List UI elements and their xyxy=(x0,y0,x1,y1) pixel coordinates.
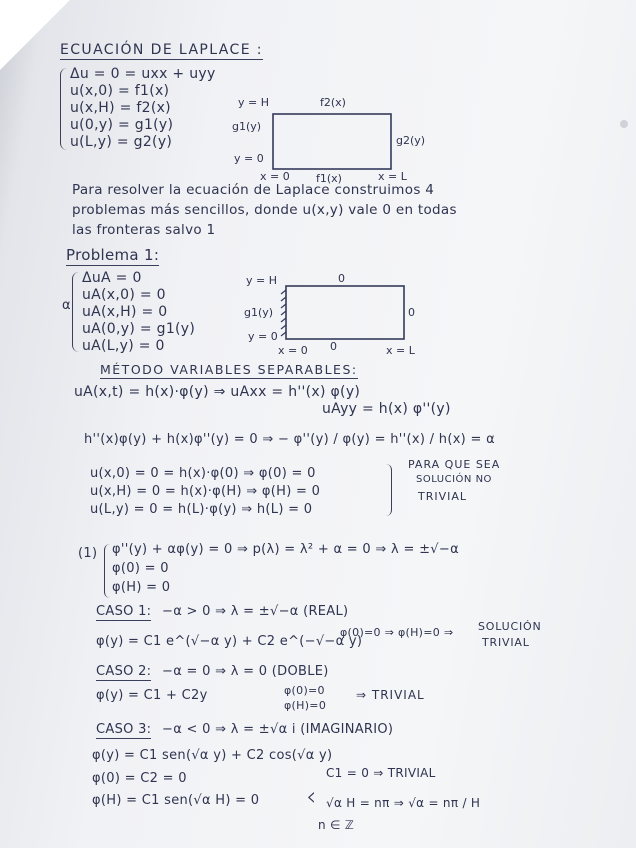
diagram2-bottom-left: y = 0 xyxy=(248,330,278,343)
case2-result: ⇒ TRIVIAL xyxy=(356,688,425,702)
problem-system-line: uA(0,y) = g1(y) xyxy=(82,321,196,337)
problem-system-line: uA(L,y) = 0 xyxy=(82,338,165,354)
case1-equation: φ(y) = C1 e^(√−α y) + C2 e^(−√−α y) xyxy=(96,634,363,649)
diagram1-top: f2(x) xyxy=(320,96,346,109)
case2-title: CASO 2: xyxy=(96,664,152,679)
problem-system-brace xyxy=(72,272,79,352)
system-line: u(L,y) = g2(y) xyxy=(70,134,173,150)
eq1-line: φ(0) = 0 xyxy=(112,561,169,576)
method-title: MÉTODO VARIABLES SEPARABLES: xyxy=(100,362,358,377)
case1-bc: φ(0)=0 ⇒ φ(H)=0 ⇒ xyxy=(340,626,454,639)
method-line: uA(x,t) = h(x)·φ(y) ⇒ uAxx = h''(x) φ(y) xyxy=(74,384,361,400)
system-line: u(x,0) = f1(x) xyxy=(70,83,170,99)
case3-branch: C1 = 0 ⇒ TRIVIAL xyxy=(326,766,436,780)
case3-branch: √α H = nπ ⇒ √α = nπ / H xyxy=(326,796,481,810)
diagram1-bottom-right: x = L xyxy=(378,170,407,183)
case3-title: CASO 3: xyxy=(96,722,152,737)
problem-title: Problema 1: xyxy=(66,246,160,264)
intro-line: las fronteras salvo 1 xyxy=(72,222,216,238)
eq1-line: φ(H) = 0 xyxy=(112,580,171,595)
diagram2-bottom: 0 xyxy=(330,340,337,353)
method-line: uAyy = h(x) φ''(y) xyxy=(322,401,451,417)
system-line: u(x,H) = f2(x) xyxy=(70,100,171,116)
diagram2-origin: x = 0 xyxy=(278,344,308,357)
equation-number: (1) xyxy=(78,546,98,561)
diagram2-left: g1(y) xyxy=(244,306,274,319)
boundary-note: PARA QUE SEA xyxy=(408,458,501,471)
diagram2-top-left: y = H xyxy=(246,274,277,287)
boundary-line: u(x,H) = 0 = h(x)·φ(H) ⇒ φ(H) = 0 xyxy=(90,484,321,499)
case1-title: CASO 1: xyxy=(96,604,152,619)
method-line: h''(x)φ(y) + h(x)φ''(y) = 0 ⇒ − φ''(y) / φ(y) = h''(x) / h(x) = α xyxy=(84,432,495,447)
diagram1-bottom-left: y = 0 xyxy=(234,152,264,165)
page-title: ECUACIÓN DE LAPLACE : xyxy=(60,42,263,58)
case3-line: φ(H) = C1 sen(√α H) = 0 xyxy=(92,793,260,808)
case3-condition: −α < 0 ⇒ λ = ±√α i (IMAGINARIO) xyxy=(162,722,394,737)
boundary-brace xyxy=(386,464,392,516)
problem-system-line: uA(x,H) = 0 xyxy=(82,304,168,320)
case3-branch-bracket: ‹ xyxy=(306,782,317,812)
case3-integer-note: n ∈ ℤ xyxy=(318,818,355,832)
case3-line: φ(y) = C1 sen(√α y) + C2 cos(√α y) xyxy=(92,748,333,763)
boundary-line: u(x,0) = 0 = h(x)·φ(0) ⇒ φ(0) = 0 xyxy=(90,466,316,481)
domain-rectangle-1 xyxy=(273,114,391,169)
case2-bc: φ(H)=0 xyxy=(284,699,327,712)
diagram1-bottom: f1(x) xyxy=(316,172,342,185)
domain-rectangle-2 xyxy=(286,286,404,339)
diagram2-right: 0 xyxy=(408,306,415,319)
case1-condition: −α > 0 ⇒ λ = ±√−α (REAL) xyxy=(162,604,349,619)
boundary-note: SOLUCIÓN NO xyxy=(416,474,492,485)
diagram2-bottom-right: x = L xyxy=(386,344,415,357)
case2-equation: φ(y) = C1 + C2y xyxy=(96,688,208,703)
case2-condition: −α = 0 ⇒ λ = 0 (DOBLE) xyxy=(162,664,329,679)
diagram2-top: 0 xyxy=(338,272,345,285)
eq1-brace xyxy=(104,544,110,598)
case1-result: SOLUCIÓN xyxy=(478,620,542,633)
case3-line: φ(0) = C2 = 0 xyxy=(92,771,187,786)
diagram1-origin: x = 0 xyxy=(260,170,290,183)
diagram1-left: g1(y) xyxy=(232,120,262,133)
boundary-note: TRIVIAL xyxy=(418,490,468,503)
problem-system-line: ΔuA = 0 xyxy=(82,270,142,286)
problem-system-line: uA(x,0) = 0 xyxy=(82,287,166,303)
system-line: u(0,y) = g1(y) xyxy=(70,117,174,133)
system-line: Δu = 0 = uxx + uyy xyxy=(70,66,216,82)
intro-line: problemas más sencillos, donde u(x,y) vale 0 en todas xyxy=(72,202,457,218)
case2-bc: φ(0)=0 xyxy=(284,684,325,697)
problem-alpha-mark: α xyxy=(62,298,71,313)
intro-line: Para resolver la ecuación de Laplace construimos 4 xyxy=(72,182,435,198)
boundary-line: u(L,y) = 0 = h(L)·φ(y) ⇒ h(L) = 0 xyxy=(90,502,313,517)
eq1-line: φ''(y) + αφ(y) = 0 ⇒ p(λ) = λ² + α = 0 ⇒ λ = ±√−α xyxy=(112,542,459,557)
case1-result: TRIVIAL xyxy=(482,636,530,649)
system-brace xyxy=(60,68,67,150)
diagram1-right: g2(y) xyxy=(396,134,426,147)
diagram1-top-left: y = H xyxy=(238,96,269,109)
